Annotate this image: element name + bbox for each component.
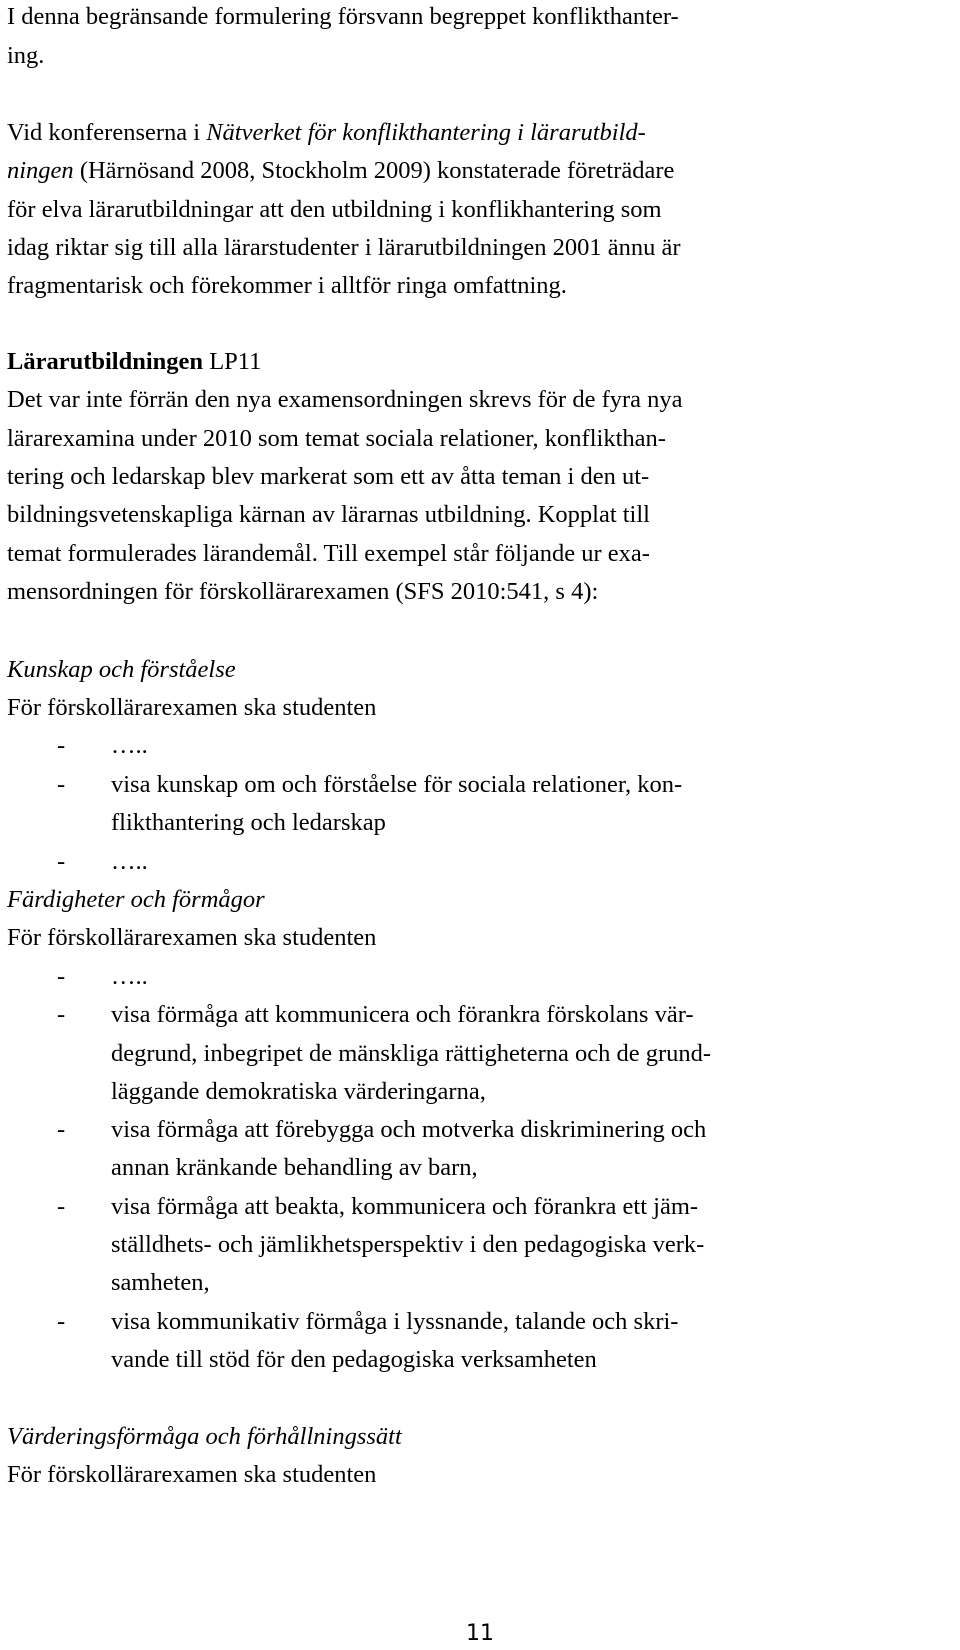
list-dash: - xyxy=(57,771,66,798)
list-ellipsis: ….. xyxy=(111,848,148,875)
paragraph-line: lärarexamina under 2010 som temat sociala relationer, konflikthan- xyxy=(7,425,666,452)
list-item-line: visa kunskap om och förståelse för sociala relationer, kon- xyxy=(111,771,683,798)
paragraph-line: tering och ledarskap blev markerat som ett av åtta teman i den ut- xyxy=(7,463,650,490)
list-ellipsis: ….. xyxy=(111,732,148,759)
section-heading-bold: Lärarutbildningen xyxy=(7,348,204,375)
list-item-line: samheten, xyxy=(111,1269,210,1296)
section-heading xyxy=(7,347,261,377)
section-heading-rest: LP11 xyxy=(203,348,262,375)
paragraph-line: bildningsvetenskapliga kärnan av lärarnas utbildning. Kopplat till xyxy=(7,501,650,528)
list-item-line: vande till stöd för den pedagogiska verksamheten xyxy=(111,1346,597,1373)
list-dash: - xyxy=(57,1116,66,1143)
list-dash: - xyxy=(57,963,66,990)
paragraph-line: idag riktar sig till alla lärarstudenter i lärarutbildningen 2001 ännu är xyxy=(7,234,681,261)
paragraph-text: (Härnösand 2008, Stockholm 2009) konstaterade företrädare xyxy=(73,157,675,184)
subsection-heading: Färdigheter och förmågor xyxy=(7,886,265,913)
paragraph-line: fragmentarisk och förekommer i alltför ringa omfattning. xyxy=(7,272,567,299)
list-item-line: annan kränkande behandling av barn, xyxy=(111,1154,478,1181)
paragraph-text: Vid konferenserna i xyxy=(7,119,207,146)
list-dash: - xyxy=(57,848,66,875)
paragraph-line: mensordningen för förskollärarexamen (SFS 2010:541, s 4): xyxy=(7,578,599,605)
subsection-heading: Värderingsförmåga och förhållningssätt xyxy=(7,1423,402,1450)
block-intro: För förskollärarexamen ska studenten xyxy=(7,924,377,951)
list-dash: - xyxy=(57,1308,66,1335)
block-intro: För förskollärarexamen ska studenten xyxy=(7,1461,377,1488)
list-item-line: visa förmåga att förebygga och motverka diskriminering och xyxy=(111,1116,707,1143)
paragraph-line: Det var inte förrän den nya examensordningen skrevs för de fyra nya xyxy=(7,386,683,413)
network-name: ningen xyxy=(7,157,74,184)
paragraph-line xyxy=(7,156,674,186)
list-dash: - xyxy=(57,732,66,759)
subsection-heading: Kunskap och förståelse xyxy=(7,656,236,683)
page-number: 11 xyxy=(466,1621,494,1646)
list-item-line: visa förmåga att kommunicera och förankra förskolans vär- xyxy=(111,1001,694,1028)
paragraph-line: ing. xyxy=(7,42,45,69)
block-intro: För förskollärarexamen ska studenten xyxy=(7,694,377,721)
paragraph-line: temat formulerades lärandemål. Till exempel står följande ur exa- xyxy=(7,540,650,567)
list-item-line: visa förmåga att beakta, kommunicera och förankra ett jäm- xyxy=(111,1193,699,1220)
paragraph-line xyxy=(7,118,646,148)
list-item-line: degrund, inbegripet de mänskliga rättigheterna och de grund- xyxy=(111,1040,712,1067)
list-dash: - xyxy=(57,1193,66,1220)
list-item-line: visa kommunikativ förmåga i lyssnande, talande och skri- xyxy=(111,1308,679,1335)
list-item-line: läggande demokratiska värderingarna, xyxy=(111,1078,486,1105)
list-item-line: ställdhets- och jämlikhetsperspektiv i den pedagogiska verk- xyxy=(111,1231,705,1258)
list-ellipsis: ….. xyxy=(111,963,148,990)
paragraph-line: I denna begränsande formulering försvann begreppet konflikthanter- xyxy=(7,3,679,30)
list-dash: - xyxy=(57,1001,66,1028)
network-name: Nätverket för konflikthantering i lärarutbild- xyxy=(206,119,646,146)
paragraph-line: för elva lärarutbildningar att den utbildning i konflikhantering som xyxy=(7,196,662,223)
list-item-line: flikthantering och ledarskap xyxy=(111,809,386,836)
